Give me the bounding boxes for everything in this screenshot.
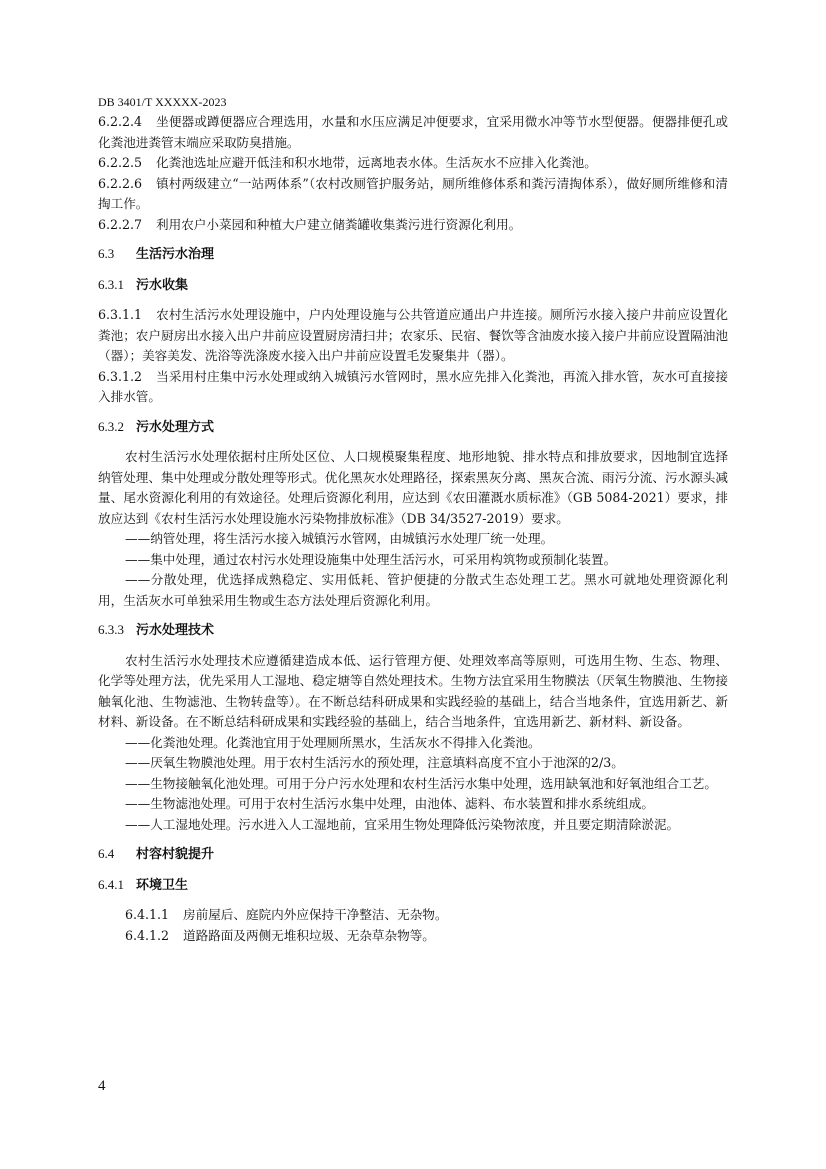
section-number: 6.3.3: [98, 622, 124, 637]
clause-number: 6.2.2.4: [98, 114, 143, 129]
clause-6-3-1-2: [98, 367, 728, 408]
clause-text: 坐便器或蹲便器应合理选用，水量和水压应满足冲便要求，宜采用微水冲等节水型便器。便器排便孔或化粪池进粪管末端应采取防臭措施。: [98, 114, 728, 150]
section-title: 环境卫生: [136, 877, 189, 893]
document-body: [98, 112, 728, 946]
clause-6-4-1-1: [98, 905, 728, 926]
document-header: DB 3401/T XXXXX-2023: [98, 95, 227, 109]
list-item: ——生物接触氧化池处理。可用于分户污水处理和农村生活污水集中处理，选用缺氧池和好氧池组合工艺。: [125, 775, 717, 791]
list-item: ——纳管处理，将生活污水接入城镇污水管网，由城镇污水处理厂统一处理。: [125, 531, 554, 546]
section-6-4-1-heading: [98, 875, 728, 897]
section-number: 6.3.1: [98, 276, 124, 292]
section-number: 6.4: [98, 846, 115, 861]
clause-number: 6.2.2.6: [98, 175, 143, 191]
section-title: 污水处理技术: [136, 623, 215, 638]
section-6-3-1-heading: [98, 275, 728, 297]
section-6-3-2-heading: [98, 417, 728, 439]
section-title: 污水处理方式: [136, 419, 215, 435]
clause-text: 化粪池选址应避开低洼和积水地带，远离地表水体。生活灰水不应排入化粪池。: [156, 155, 597, 170]
list-item: ——化粪池处理。化粪池宜用于处理厕所黑水，生活灰水不得排入化粪池。: [125, 734, 541, 750]
section-title: 污水收集: [136, 277, 189, 293]
list-item: ——人工湿地处理。污水进入人工湿地前，宜采用生物处理降低污染物浓度，并且要定期清除淤泥。: [125, 816, 680, 832]
section-title: 生活污水治理: [136, 247, 215, 262]
list-item: ——集中处理，通过农村污水处理设施集中处理生活污水，可采用构筑物或预制化装置。: [125, 551, 617, 567]
clause-number: 6.3.1.2: [98, 368, 143, 384]
paragraph-6-3-3: 农村生活污水处理技术应遵循建造成本低、运行管理方便、处理效率高等原则，可选用生物、生态、物理、化学等处理方法，优先采用人工湿地、稳定塘等自然处理技术。生物方法宜采用生物膜法（厌氧生物膜池、生物接触氧化池、生物滤池、生物转盘等）。在不断总结科研成果和实践经验的基础上，结合当地条件，宜选用新艺、新材料、新设备。在不断总结科研成果和实践经验的基础上，结合当地条件，宜选用新艺、新材料、新设备。: [98, 652, 728, 729]
clause-number: 6.2.2.7: [98, 216, 143, 232]
page-number: 4: [98, 1078, 106, 1094]
clause-text: 房前屋后、庭院内外应保持干净整洁、无杂物。: [183, 907, 448, 922]
list-item: ——厌氧生物膜池处理。用于农村生活污水的预处理，注意填料高度不宜小于池深的2/3。: [125, 755, 624, 770]
section-6-3-3-heading: [98, 620, 728, 642]
clause-6-4-1-2: [98, 926, 728, 947]
list-item: ——生物滤池处理。可用于农村生活污水集中处理，由池体、滤料、布水装置和排水系统组成。: [125, 796, 654, 811]
clause-text: 道路路面及两侧无堆积垃圾、无杂草杂物等。: [183, 927, 435, 943]
section-6-4-heading: [98, 844, 728, 866]
clause-number: 6.2.2.5: [98, 155, 143, 170]
list-item: ——分散处理，优选择成熟稳定、实用低耗、管护便捷的分散式生态处理工艺。黑水可就地处理资源化利用，生活灰水可单独采用生物或生态方法处理后资源化利用。: [98, 572, 728, 608]
clause-6-2-2-6: [98, 174, 728, 215]
clause-number: 6.4.1.1: [125, 907, 170, 922]
section-number: 6.3.2: [98, 418, 124, 434]
clause-6-2-2-5: [98, 153, 728, 174]
clause-6-2-2-4: [98, 112, 728, 153]
section-number: 6.3: [98, 246, 115, 261]
clause-number: 6.4.1.2: [125, 927, 170, 943]
section-number: 6.4.1: [98, 876, 124, 892]
section-title: 村容村貌提升: [136, 847, 215, 862]
section-6-3-heading: [98, 244, 728, 266]
clause-text: 镇村两级建立“一站两体系”（农村改厕管护服务站，厕所维修体系和粪污清掏体系），做好厕所维修和清掏工作。: [98, 175, 728, 211]
clause-6-3-1-1: [98, 305, 728, 367]
clause-text: 农村生活污水处理设施中，户内处理设施与公共管道应通出户井连接。厕所污水接入接户井前应设置化粪池；农户厨房出水接入出户井前应设置厨房清扫井；农家乐、民宿、餐饮等含油废水接入接户井前应设置隔油池（器）；美容美发、洗浴等洗涤废水接入出户井前应设置毛发聚集井（器）。: [98, 307, 728, 363]
clause-6-2-2-7: [98, 215, 728, 236]
clause-text: 当采用村庄集中污水处理或纳入城镇污水管网时，黑水应先排入化粪池，再流入排水管，灰水可直接接入排水管。: [98, 368, 728, 404]
clause-number: 6.3.1.1: [98, 307, 143, 322]
clause-text: 利用农户小菜园和种植大户建立储粪罐收集粪污进行资源化利用。: [156, 216, 522, 232]
paragraph-6-3-2: 农村生活污水处理依据村庄所处区位、人口规模聚集程度、地形地貌、排水特点和排放要求，因地制宜选择纳管处理、集中处理或分散处理等形式。优化黑灰水处理路径，探索黑灰分离、黑灰合流、雨污分流、污水源头减量、尾水资源化利用的有效途径。处理后资源化利用，应达到《农田灌溉水质标准》（GB 5084-2021）要求，排放应达到《农村生活污水处理设施水污染物排放标准》（DB 34/3527-2019）要求。: [98, 449, 728, 526]
